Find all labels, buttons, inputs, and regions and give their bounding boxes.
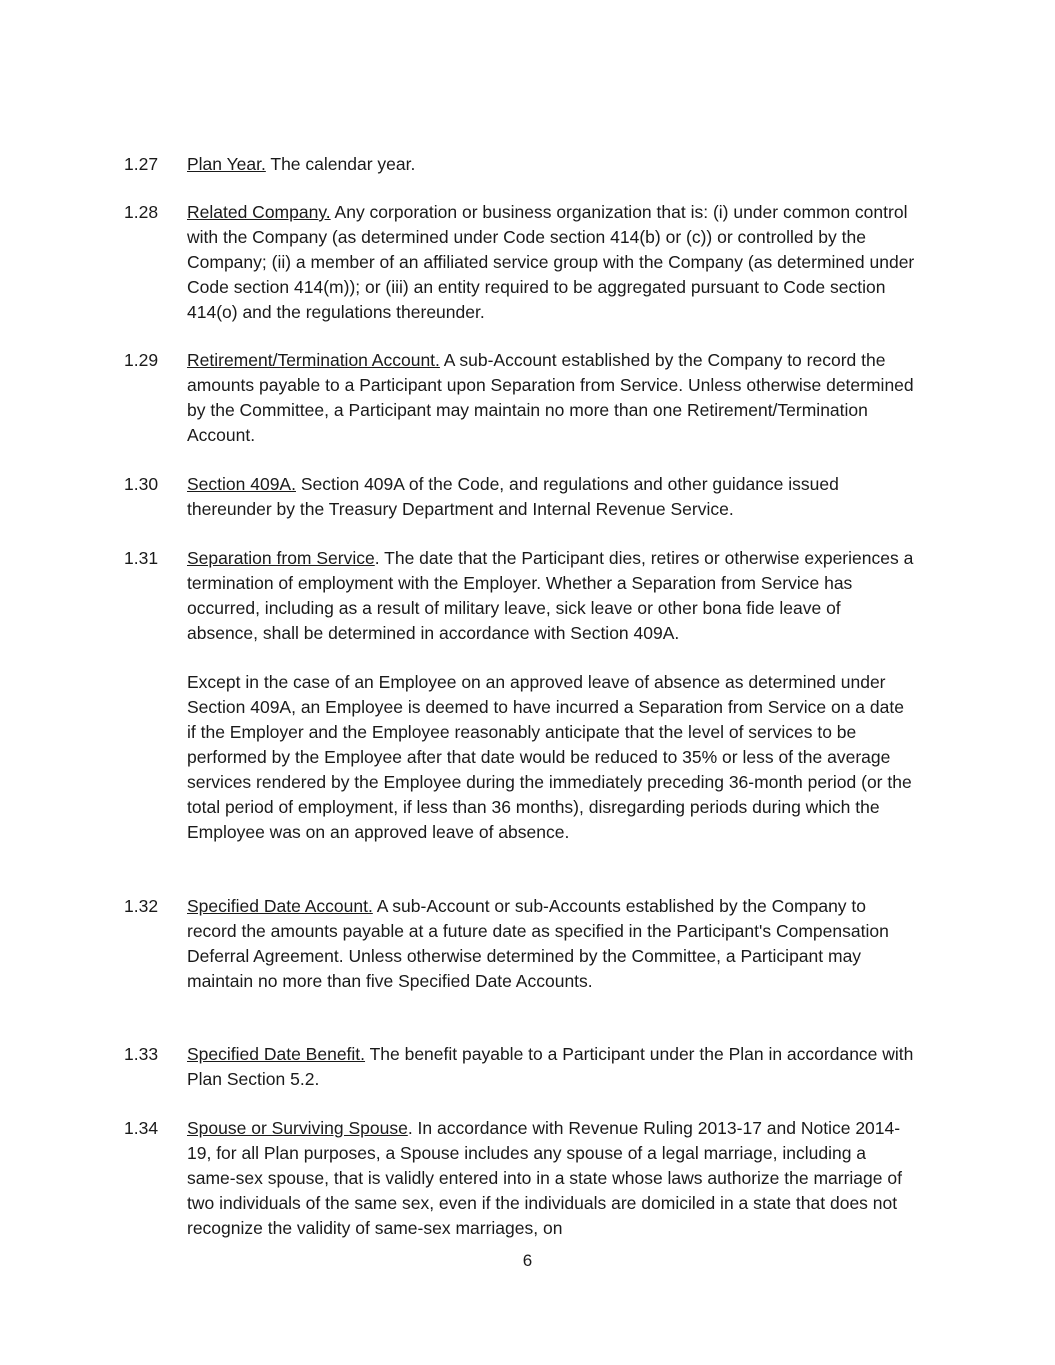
definition-text: . The date that the Participant dies, retires or otherwise experiences a termination of employment with the Employer. Whether a Separation from Service has occurred, including as a result of military leave, sick leave or other bona fide leave of absence, shall be determined in accordance with Section 409A.: [187, 548, 914, 643]
defined-term: Section 409A.: [187, 474, 296, 494]
section-number: 1.29: [124, 350, 159, 370]
section-paragraph: [187, 1116, 915, 1241]
defined-term: Spouse or Surviving Spouse: [187, 1118, 408, 1138]
definition-text: A sub-Account or sub-Accounts established by the Company to record the amounts payable at a future date as specified in the Participant's Compensation Deferral Agreement. Unless otherwise determined by the Committee, a Participant may maintain no more than five Specified Date Accounts.: [187, 896, 889, 991]
section-body: [187, 348, 915, 448]
defined-term: Specified Date Benefit.: [187, 1044, 366, 1064]
definition-text: Any corporation or business organization that is: (i) under common control with the Company (as determined under Code section 414(b) or (c)) or controlled by the Company; (ii) a member of an affiliated service group with the Company (as determined under Code section 414(m)); or (iii) an entity required to be aggregated pursuant to Code section 414(o) and the regulations thereunder.: [187, 202, 915, 322]
section-body: [187, 1042, 915, 1092]
section-body: [187, 894, 915, 994]
section-body: [187, 152, 915, 177]
section-paragraph: [187, 894, 915, 994]
section-body: [187, 546, 915, 845]
section-number: 1.34: [124, 1118, 159, 1138]
section-paragraph: [187, 1042, 915, 1092]
defined-term: Specified Date Account.: [187, 896, 373, 916]
definition-text: The benefit payable to a Participant under the Plan in accordance with Plan Section 5.2.: [187, 1044, 914, 1089]
section-paragraph: [187, 546, 915, 646]
section-number: 1.32: [124, 896, 159, 916]
section-number: 1.33: [124, 1044, 159, 1064]
section-number: 1.27: [124, 154, 159, 174]
section-paragraph: [187, 348, 915, 448]
section-paragraph: Except in the case of an Employee on an approved leave of absence as determined under Section 409A, an Employee is deemed to have incurred a Separation from Service on a date if the Employer and the Employee reasonably anticipate that the level of services to be performed by the Employee after that date would be reduced to 35% or less of the average services rendered by the Employee during the immediately preceding 36-month period (or the total period of employment, if less than 36 months), disregarding periods during which the Employee was on an approved leave of absence.: [187, 672, 912, 842]
section-number: 1.30: [124, 474, 159, 494]
defined-term: Retirement/Termination Account.: [187, 350, 440, 370]
section-paragraph: [187, 200, 915, 325]
definition-text: . In accordance with Revenue Ruling 2013-17 and Notice 2014-19, for all Plan purposes, a Spouse includes any spouse of a legal marriage, including a same-sex spouse, that is validly entered into in a state whose laws authorize the marriage of two individuals of the same sex, even if the individuals are domiciled in a state that does not recognize the validity of same-sex marriages, on: [187, 1118, 902, 1238]
definition-text: Section 409A of the Code, and regulations and other guidance issued thereunder by the Treasury Department and Internal Revenue Service.: [187, 474, 839, 519]
defined-term: Separation from Service: [187, 548, 375, 568]
section-paragraph: [187, 472, 915, 522]
section-paragraph: [187, 152, 915, 177]
section-body: [187, 472, 915, 522]
defined-term: Plan Year.: [187, 154, 266, 174]
section-body: [187, 1116, 915, 1241]
definition-text: The calendar year.: [265, 154, 416, 174]
section-number: 1.31: [124, 548, 159, 568]
defined-term: Related Company.: [187, 202, 331, 222]
section-number: 1.28: [124, 202, 159, 222]
page-number: 6: [522, 1251, 533, 1270]
definition-text: A sub-Account established by the Company to record the amounts payable to a Participant upon Separation from Service. Unless otherwise determined by the Committee, a Participant may maintain no more than one Retirement/Termination Account.: [187, 350, 914, 445]
section-body: [187, 200, 915, 325]
